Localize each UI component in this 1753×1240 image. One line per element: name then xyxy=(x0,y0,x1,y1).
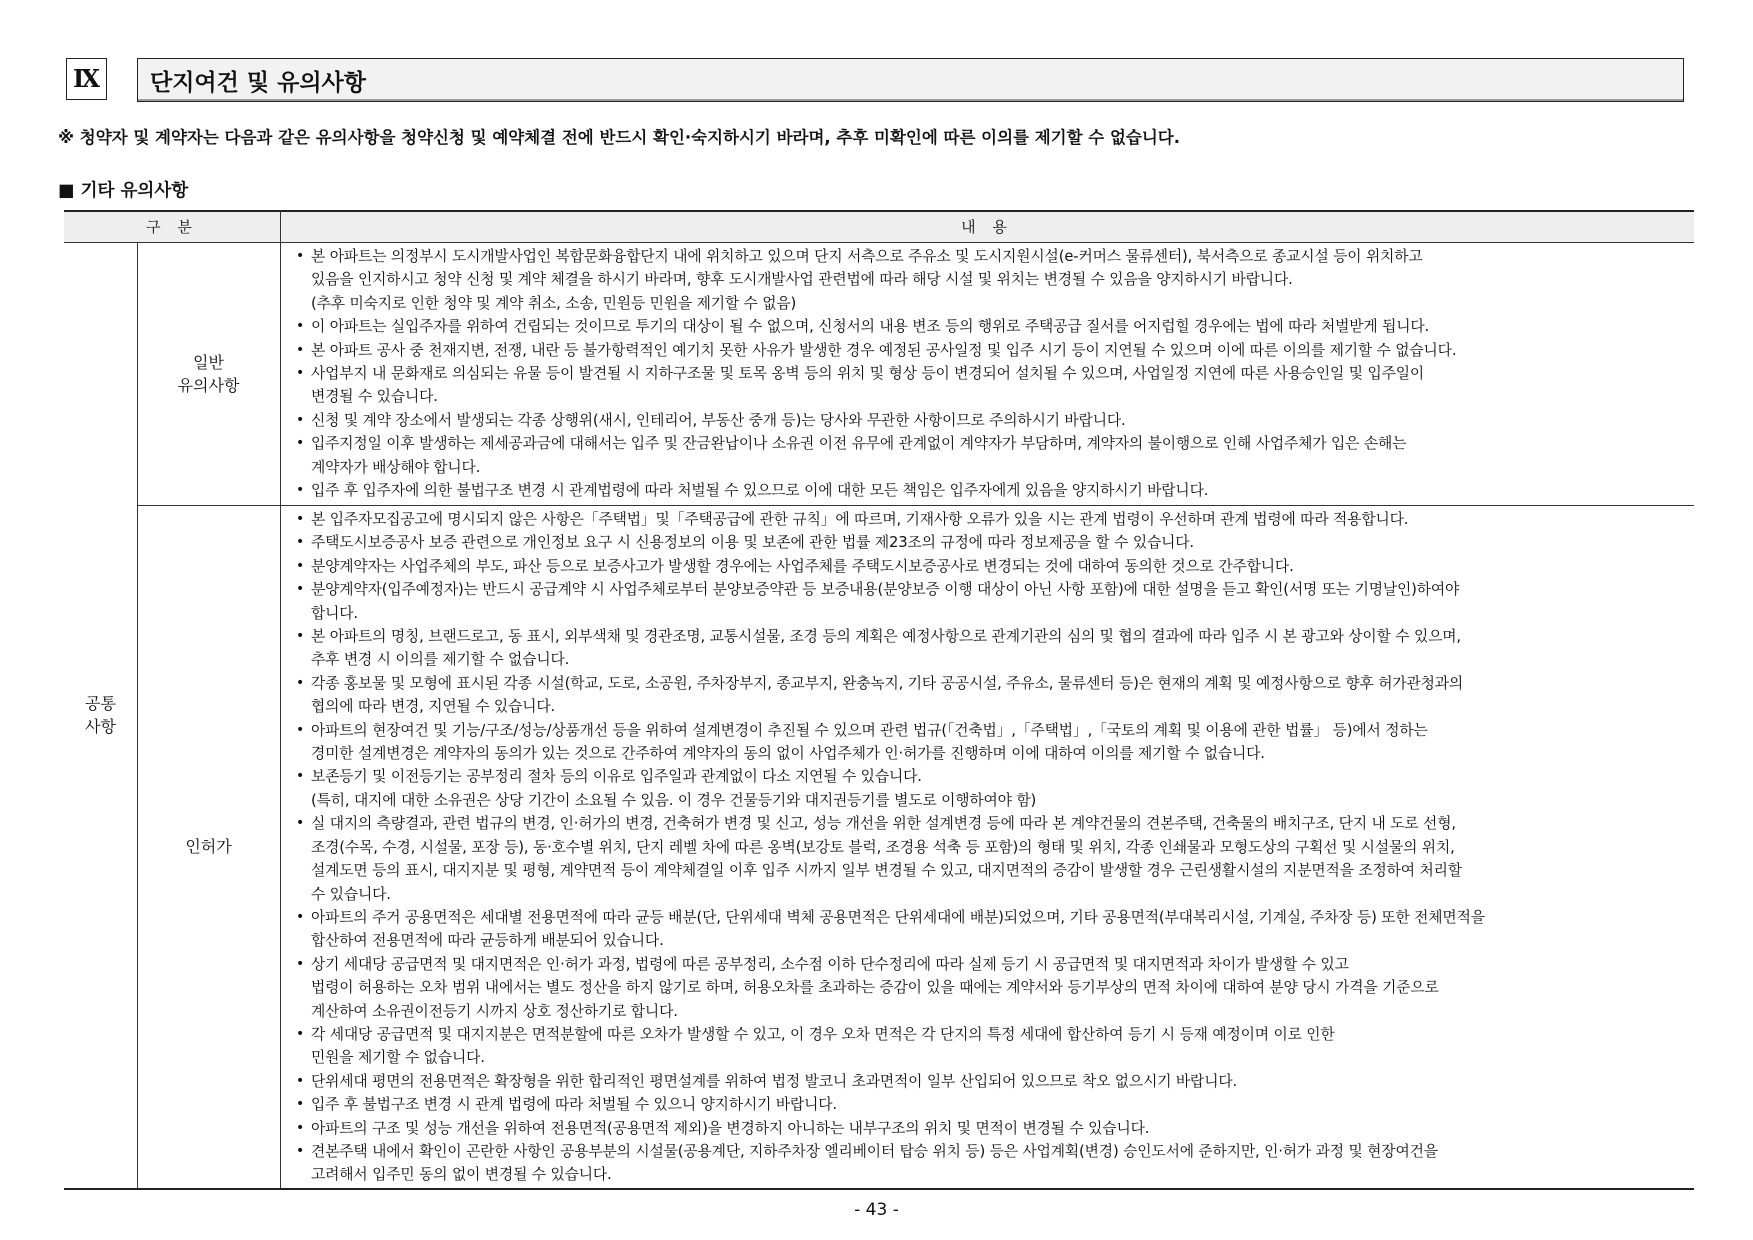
list-item xyxy=(294,409,1690,432)
note-text: 분양계약자는 사업주체의 부도, 파산 등으로 보증사고가 발생할 경우에는 사업주체를 주택도시보증공사로 변경되는 것에 대하여 동의한 것으로 간주합니다. xyxy=(311,557,1294,575)
bullet-dot-icon: • xyxy=(296,511,305,527)
row-label-permit: 인허가 xyxy=(185,837,232,856)
bullet-dot-icon: • xyxy=(296,674,305,691)
list-item xyxy=(294,1023,1690,1070)
note-text: 단위세대 평면의 전용면적은 확장형을 위한 합리적인 평면설계를 위하여 법정 발코니 초과면적이 일부 산입되어 있으므로 착오 없으시기 바랍니다. xyxy=(311,1072,1238,1090)
note-text: 각종 홍보물 및 모형에 표시된 각종 시설(학교, 도로, 소공원, 주차장부지, 종교부지, 완충녹지, 기타 공공시설, 주유소, 물류센터 등)은 현재의 계획 및 예정사항으로 향후 허가관청과의 협의에 따라 변경, 지연될 수 있습니다. xyxy=(311,674,1464,716)
row-separator xyxy=(137,505,1694,506)
notes-table xyxy=(64,210,1694,1190)
content-column-divider xyxy=(280,210,281,1188)
note-text: 사업부지 내 문화재로 의심되는 유물 등이 발견될 시 지하구조물 및 토목 옹벽 등의 위치 및 형상 등이 변경되어 설치될 수 있으며, 사업일정 지연에 따른 사용승인일 및 입주일이 변경될 수 있습니다. xyxy=(311,365,1425,406)
list-item xyxy=(294,245,1690,315)
list-item xyxy=(294,362,1690,409)
bullet-dot-icon: • xyxy=(296,768,305,785)
note-text: 입주 후 입주자에 의한 불법구조 변경 시 관계법령에 따라 처벌될 수 있으므로 이에 대한 모든 책임은 입주자에게 있음을 양지하시기 바랍니다. xyxy=(311,482,1209,500)
note-text: 분양계약자(입주예정자)는 반드시 공급계약 시 사업주체로부터 분양보증약관 등 보증내용(분양보증 이행 대상이 아닌 사항 포함)에 대한 설명을 듣고 확인(서명 또는 기명날인)하여야 합니다. xyxy=(311,581,1460,622)
bullet-dot-icon: • xyxy=(296,955,305,972)
list-item xyxy=(294,1070,1690,1093)
bullet-dot-icon: • xyxy=(296,318,305,335)
bullet-dot-icon: • xyxy=(296,1025,305,1042)
bullet-dot-icon: • xyxy=(296,1072,305,1089)
section-title-box xyxy=(137,58,1684,102)
bullet-dot-icon: • xyxy=(296,628,305,645)
note-text: 실 대지의 측량결과, 관련 법규의 변경, 인·허가의 변경, 건축허가 변경 및 신고, 성능 개선을 위한 설계변경 등에 따라 본 계약건물의 견본주택, 건축물의 배치구조, 단지 내 도로 선형, 조경(수목, 수경, 시설물, 포장 등), 동·호수별 위치, 단지 레벨 차에 따른 옹벽(보강토 블럭, 조경용 석축 등 포함)의 형태 및 위치, 각종 인쇄물과 모형도상의 구획선 및 시설물의 위치, 설계도면 등의 표시, 대지지분 및 평형, 계약면적 등이 계약체결일 이후 입주 시까지 일부 변경될 수 있고, 대지면적의 증감이 발생할 경우 근린생활시설의 지분면적을 조정하여 처리할 수 있습니다. xyxy=(311,815,1462,903)
header-category: 구 분 xyxy=(146,217,198,236)
bullet-dot-icon: • xyxy=(296,1119,305,1136)
table-top-border xyxy=(64,210,1694,212)
list-item xyxy=(294,479,1690,502)
note-text: 입주지정일 이후 발생하는 제세공과금에 대해서는 입주 및 잔금완납이나 소유권 이전 유무에 관계없이 계약자가 부담하며, 계약자의 불이행으로 인해 사업주체가 입은 손해는 계약자가 배상해야 합니다. xyxy=(311,435,1407,476)
list-item xyxy=(294,906,1690,953)
note-text: 아파트의 주거 공용면적은 세대별 전용면적에 따라 균등 배분(단, 단위세대 벽체 공용면적은 단위세대에 배분)되었으며, 기타 공용면적(부대복리시설, 기계실, 주차장 등) 또한 전체면적을 합산하여 전용면적에 따라 균등하게 배분되어 있습니다. xyxy=(311,908,1485,950)
bullet-dot-icon: • xyxy=(296,482,305,499)
bullet-dot-icon: • xyxy=(296,721,305,738)
note-text: 본 입주자모집공고에 명시되지 않은 사항은「주택법」및「주택공급에 관한 규칙」에 따르며, 기재사항 오류가 있을 시는 관계 법령이 우선하며 관계 법령에 따라 적용합니다. xyxy=(311,511,1409,528)
list-item xyxy=(294,315,1690,338)
bullet-dot-icon: • xyxy=(296,1142,305,1159)
bullet-dot-icon: • xyxy=(296,341,305,358)
list-item xyxy=(294,672,1690,719)
note-text: 견본주택 내에서 확인이 곤란한 사항인 공용부분의 시설물(공용계단, 지하주차장 엘리베이터 탑승 위치 등) 등은 사업계획(변경) 승인도서에 준하지만, 인·허가 과정 및 현장여건을 고려해서 입주민 동의 없이 변경될 수 있습니다. xyxy=(311,1142,1438,1184)
list-item xyxy=(294,625,1690,672)
bullet-dot-icon: • xyxy=(296,534,305,551)
note-text: 이 아파트는 실입주자를 위하여 건립되는 것이므로 투기의 대상이 될 수 없으며, 신청서의 내용 변조 등의 행위로 주택공급 질서를 어지럽힐 경우에는 법에 따라 처벌받게 됩니다. xyxy=(311,318,1430,336)
list-item xyxy=(294,1117,1690,1140)
list-item xyxy=(294,953,1690,1023)
general-notes-list xyxy=(294,245,1690,502)
note-text: 보존등기 및 이전등기는 공부정리 절차 등의 이유로 입주일과 관계없이 다소 지연될 수 있습니다. (특히, 대지에 대한 소유권은 상당 기간이 소요될 수 있음. 이 경우 건물등기와 대지권등기를 별도로 이행하여야 함) xyxy=(311,768,1037,809)
note-text: 신청 및 계약 장소에서 발생되는 각종 상행위(새시, 인테리어, 부동산 중개 등)는 당사와 무관한 사항이므로 주의하시기 바랍니다. xyxy=(311,411,1126,429)
note-text: 각 세대당 공급면적 및 대지지분은 면적분할에 따른 오차가 발생할 수 있고, 이 경우 오차 면적은 각 단지의 특정 세대에 합산하여 등기 시 등재 예정이며 이로 인한 민원을 제기할 수 없습니다. xyxy=(311,1025,1335,1067)
note-text: 본 아파트는 의정부시 도시개발사업인 복합문화융합단지 내에 위치하고 있으며 단지 서측으로 주유소 및 도시지원시설(e-커머스 물류센터), 북서측으로 종교시설 등이 위치하고 있음을 인지하시고 청약 신청 및 계약 체결을 하시기 바라며, 향후 도시개발사업 관련법에 따라 해당 시설 및 위치는 변경될 수 있음을 양지하시기 바랍니다. (추후 미숙지로 인한 청약 및 계약 취소, 소송, 민원등 민원을 제기할 수 없음) xyxy=(311,248,1423,312)
section-number-box xyxy=(66,58,107,100)
list-item xyxy=(294,1140,1690,1187)
bullet-dot-icon: • xyxy=(296,435,305,452)
list-item xyxy=(294,531,1690,554)
bullet-dot-icon: • xyxy=(296,557,305,574)
header-bottom-border xyxy=(64,242,1694,243)
list-item xyxy=(294,812,1690,906)
bullet-dot-icon: • xyxy=(296,411,305,428)
list-item xyxy=(294,555,1690,578)
note-text: 아파트의 현장여건 및 기능/구조/성능/상품개선 등을 위하여 설계변경이 추진될 수 있으며 관련 법규(「건축법」,「주택법」,「국토의 계획 및 이용에 관한 법률」 등)에서 정하는 경미한 설계변경은 계약자의 동의가 있는 것으로 간주하여 계약자의 동의 없이 사업주체가 인·허가를 진행하며 이에 대하여 이의를 제기할 수 없습니다. xyxy=(311,721,1428,763)
permit-notes-list xyxy=(294,508,1690,1187)
group-label: 공통 사항 xyxy=(85,694,116,736)
note-text: 주택도시보증공사 보증 관련으로 개인정보 요구 시 신용정보의 이용 및 보존에 관한 법률 제23조의 규정에 따라 정보제공을 할 수 있습니다. xyxy=(311,534,1194,552)
list-item xyxy=(294,1093,1690,1116)
list-item xyxy=(294,339,1690,362)
notice-text: ※ 청약자 및 계약자는 다음과 같은 유의사항을 청약신청 및 예약체결 전에 반드시 확인·숙지하시기 바라며, 추후 미확인에 따른 이의를 제기할 수 없습니다. xyxy=(58,128,1181,147)
bullet-dot-icon: • xyxy=(296,1096,305,1113)
bullet-dot-icon: • xyxy=(296,365,305,382)
section-title: 단지여건 및 유의사항 xyxy=(150,69,366,96)
bullet-dot-icon: • xyxy=(296,908,305,925)
header-content: 내 용 xyxy=(961,217,1013,236)
bullet-dot-icon: • xyxy=(296,248,305,264)
row-label-general: 일반 유의사항 xyxy=(177,352,240,395)
note-text: 상기 세대당 공급면적 및 대지면적은 인·허가 과정, 법령에 따른 공부정리, 소수점 이하 단수정리에 따라 실제 등기 시 공급면적 및 대지면적과 차이가 발생할 수 있고 법령이 허용하는 오차 범위 내에서는 별도 정산을 하지 않기로 하며, 허용오차를 초과하는 증감이 있을 때에는 계약서와 등기부상의 면적 차이에 대하여 분양 당시 가격을 기준으로 계산하여 소유권이전등기 시까지 상호 정산하기로 합니다. xyxy=(311,955,1439,1020)
subheading: ■ 기타 유의사항 xyxy=(58,181,189,201)
bullet-dot-icon: • xyxy=(296,815,305,832)
list-item xyxy=(294,432,1690,479)
bullet-dot-icon: • xyxy=(296,581,305,598)
list-item xyxy=(294,765,1690,812)
note-text: 입주 후 불법구조 변경 시 관계 법령에 따라 처벌될 수 있으니 양지하시기 바랍니다. xyxy=(311,1096,837,1114)
list-item xyxy=(294,719,1690,766)
list-item xyxy=(294,578,1690,625)
list-item xyxy=(294,508,1690,531)
note-text: 본 아파트의 명칭, 브랜드로고, 동 표시, 외부색채 및 경관조명, 교통시설물, 조경 등의 계획은 예정사항으로 관계기관의 심의 및 협의 결과에 따라 입주 시 본 광고와 상이할 수 있으며, 추후 변경 시 이의를 제기할 수 없습니다. xyxy=(311,628,1461,669)
section-number: Ⅸ xyxy=(72,67,101,93)
page-number: - 43 - xyxy=(854,1200,899,1220)
note-text: 아파트의 구조 및 성능 개선을 위하여 전용면적(공용면적 제외)을 변경하지 아니하는 내부구조의 위치 및 면적이 변경될 수 있습니다. xyxy=(311,1119,1150,1137)
note-text: 본 아파트 공사 중 천재지변, 전쟁, 내란 등 불가항력적인 예기치 못한 사유가 발생한 경우 예정된 공사일정 및 입주 시기 등이 지연될 수 있으며 이에 따른 이의를 제기할 수 없습니다. xyxy=(311,341,1457,359)
table-bottom-border xyxy=(64,1188,1694,1190)
